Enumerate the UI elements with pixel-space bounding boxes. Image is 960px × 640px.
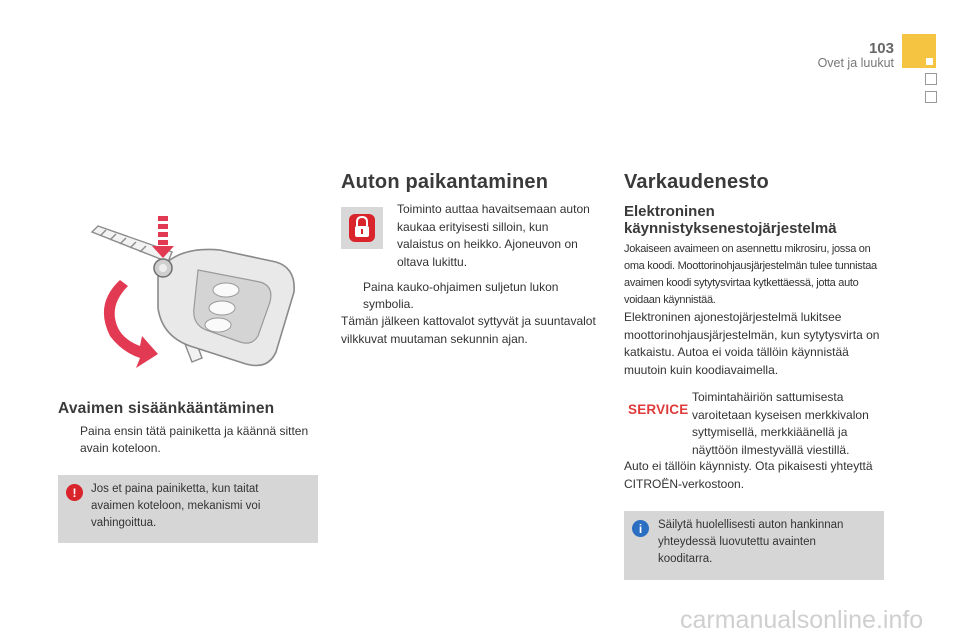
remote-key-icon <box>154 249 294 365</box>
bullet-text: Paina kauko-ohjaimen suljetun lukon symbolia. <box>363 280 559 311</box>
section-heading: Auton paikantaminen <box>341 171 549 193</box>
lock-icon <box>341 207 383 249</box>
service-text: Toimintahäiriön sattumisesta varoitetaan kyseisen merkkivalon syttymisellä, merkkiäänellä ja näyttöön ilmestyvällä viestillä. <box>692 390 869 457</box>
section-heading: Varkaudenesto <box>624 171 769 193</box>
paragraph: Elektroninen ajonestojärjestelmä lukitsee moottorinohjausjärjestelmän, kun sytytysvirta on katkaistu. Autoa ei voida tällöin käynnistää muutoin kuin koodiavaimella. <box>624 310 880 377</box>
instruction-bullet <box>341 279 591 313</box>
instruction-bullet <box>60 423 318 457</box>
intro-text: Toiminto auttaa havaitsemaan auton kaukaa erityisesti silloin, kun valaistus on heikko. Ajoneuvon on oltava lukittu. <box>397 202 590 269</box>
page-number: 103 <box>868 40 894 57</box>
info-icon: i <box>632 520 649 537</box>
info-note <box>624 511 884 580</box>
chapter-tab-active[interactable] <box>902 34 936 68</box>
info-text: Säilytä huolellisesti auton hankinnan yhteydessä luovutettu avainten kooditarra. <box>658 519 844 565</box>
paragraph: Jokaiseen avaimeen on asennettu mikrosiru, jossa on oma koodi. Moottorinohjausjärjestelmän tulee tunnistaa avaimen koodi sytytysvirtaa kytkettäessä, jotta auto voidaan käynnistää. <box>624 243 877 306</box>
key-fold-illustration <box>80 212 310 382</box>
warning-note <box>58 475 318 543</box>
chapter-tab[interactable] <box>925 91 937 103</box>
watermark: carmanualsonline.info <box>680 606 924 634</box>
chapter-tab[interactable] <box>925 73 937 85</box>
section-heading: Avaimen sisäänkääntäminen <box>58 400 275 417</box>
paragraph: Auto ei tällöin käynnisty. Ota pikaisesti yhteyttä CITROËN-verkostoon. <box>624 459 873 491</box>
rotate-arrow-icon <box>104 280 158 368</box>
section-title: Ovet ja luukut <box>817 56 894 70</box>
bullet-text: Paina ensin tätä painiketta ja käännä sitten avain koteloon. <box>80 424 309 455</box>
subsection-heading: Elektroninen käynnistyksenestojärjestelmä <box>624 203 837 237</box>
warning-icon: ! <box>66 484 83 501</box>
result-text: Tämän jälkeen kattovalot syttyvät ja suuntavalot vilkkuvat muutaman sekunnin ajan. <box>341 314 596 346</box>
service-warning-icon: SERVICE <box>628 402 689 417</box>
warning-text: Jos et paina painiketta, kun taitat avaimen koteloon, mekanismi voi vahingoittua. <box>91 483 261 529</box>
